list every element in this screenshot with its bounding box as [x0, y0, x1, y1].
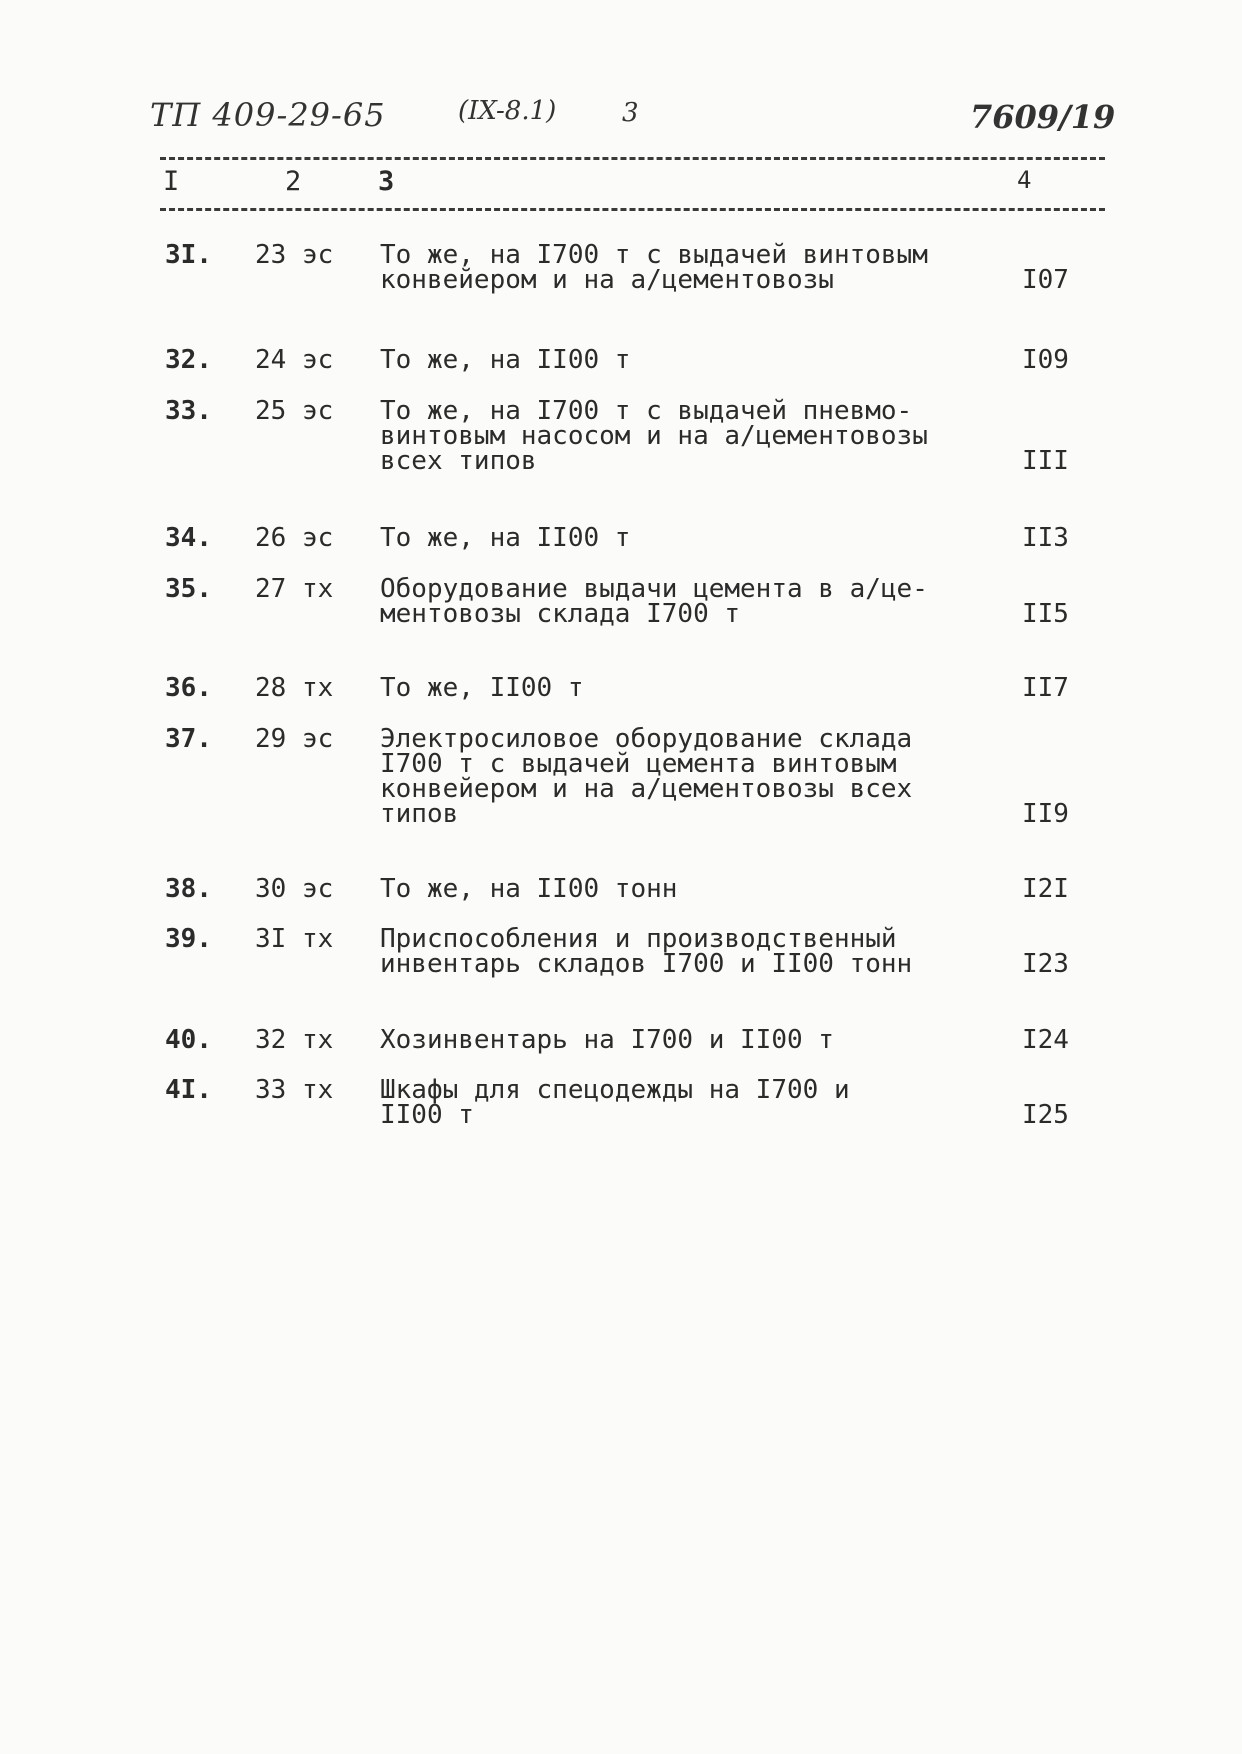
row-sheet: 32 тх: [255, 1025, 334, 1055]
row-number: 34.: [165, 523, 212, 553]
row-sheet: 28 тх: [255, 673, 334, 703]
row-number: 37.: [165, 724, 212, 754]
row-description: Электросиловое оборудование склада I700 т с выдачей цемента винтовым конвейером и на а/цементовозы всех типов: [380, 724, 913, 829]
project-code: ТП 409-29-65: [150, 96, 386, 134]
row-sheet: 30 эс: [255, 874, 334, 904]
row-sheet: 26 эс: [255, 523, 334, 553]
column-header-4: 4: [1017, 166, 1032, 194]
row-page: I2I: [1022, 874, 1069, 904]
column-header-1: I: [163, 166, 180, 197]
row-page: III: [1022, 446, 1069, 476]
row-number: 40.: [165, 1025, 212, 1055]
row-number: 38.: [165, 874, 212, 904]
column-header-2: 2: [285, 166, 302, 197]
row-description: То же, на I700 т с выдачей пневмо- винтовым насосом и на а/цементовозы всех типов: [380, 396, 928, 476]
row-page: I23: [1022, 949, 1069, 979]
row-description: Хозинвентарь на I700 и II00 т: [380, 1025, 834, 1055]
row-sheet: 29 эс: [255, 724, 334, 754]
row-sheet: 27 тх: [255, 574, 334, 604]
row-number: 3I.: [165, 240, 212, 270]
row-description: То же, на II00 т: [380, 523, 631, 553]
row-description: Оборудование выдачи цемента в а/це- ментовозы склада I700 т: [380, 574, 928, 629]
row-sheet: 25 эс: [255, 396, 334, 426]
table-header-rule: [160, 208, 1105, 211]
row-page: II5: [1022, 599, 1069, 629]
row-page: I07: [1022, 265, 1069, 295]
row-page: I09: [1022, 345, 1069, 375]
row-sheet: 3I тх: [255, 924, 334, 954]
row-number: 36.: [165, 673, 212, 703]
row-number: 39.: [165, 924, 212, 954]
page-number: 3: [622, 98, 639, 128]
row-sheet: 24 эс: [255, 345, 334, 375]
row-page: II9: [1022, 799, 1069, 829]
table-top-rule: [160, 157, 1105, 160]
row-number: 32.: [165, 345, 212, 375]
row-sheet: 33 тх: [255, 1075, 334, 1105]
row-description: То же, II00 т: [380, 673, 584, 703]
row-page: II3: [1022, 523, 1069, 553]
row-description: Приспособления и производственный инвентарь складов I700 и II00 тонн: [380, 924, 913, 979]
row-description: То же, на I700 т с выдачей винтовым конвейером и на а/цементовозы: [380, 240, 928, 295]
row-number: 35.: [165, 574, 212, 604]
section-note: (IX-8.1): [458, 96, 557, 126]
row-page: I25: [1022, 1100, 1069, 1130]
row-page: I24: [1022, 1025, 1069, 1055]
column-header-3: 3: [378, 166, 395, 197]
row-description: То же, на II00 т: [380, 345, 631, 375]
row-number: 33.: [165, 396, 212, 426]
row-number: 4I.: [165, 1075, 212, 1105]
row-sheet: 23 эс: [255, 240, 334, 270]
row-description: Шкафы для спецодежды на I700 и II00 т: [380, 1075, 850, 1130]
document-number: 7609/19: [970, 98, 1116, 136]
row-description: То же, на II00 тонн: [380, 874, 678, 904]
row-page: II7: [1022, 673, 1069, 703]
